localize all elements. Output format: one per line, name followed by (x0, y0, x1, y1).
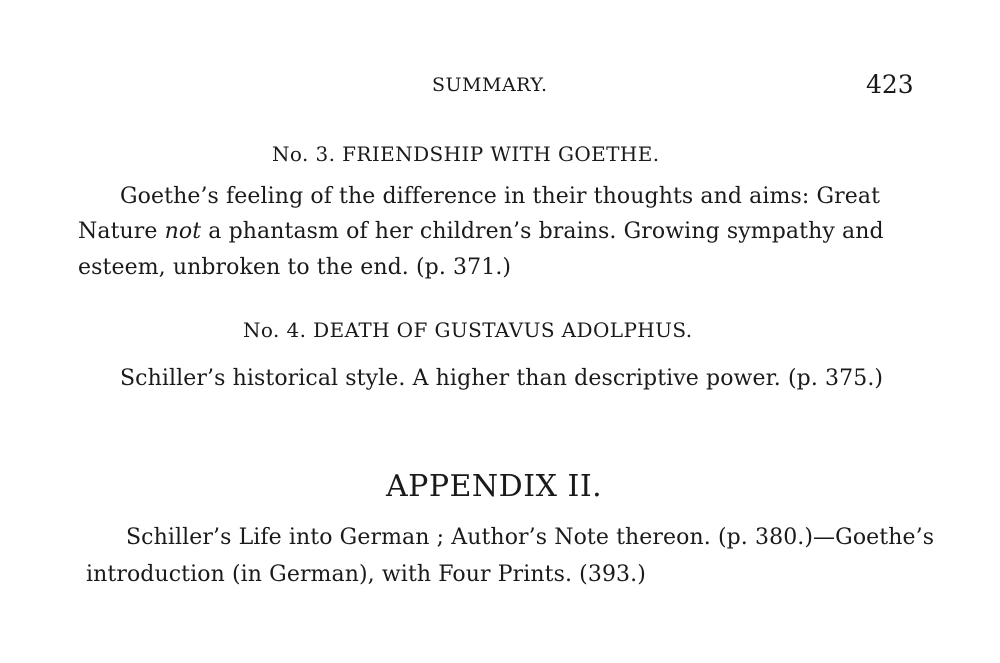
running-head: SUMMARY. (432, 74, 548, 96)
section-3-line-2 (78, 219, 884, 244)
page-number: 423 (866, 70, 914, 99)
section-3-line-2-end: a phantasm of her children’s brains. Growing sympathy and (201, 219, 884, 244)
section-3-line-3: esteem, unbroken to the end. (p. 371.) (78, 255, 512, 280)
section-3-title: No. 3. FRIENDSHIP WITH GOETHE. (272, 142, 660, 166)
appendix-line-1: Schiller’s Life into German ; Author’s Note thereon. (p. 380.)—Goethe’s (126, 525, 935, 550)
section-3-line-1: Goethe’s feeling of the difference in their thoughts and aims: Great (120, 184, 881, 209)
section-3-line-2-start: Nature (78, 219, 165, 244)
section-4-title: No. 4. DEATH OF GUSTAVUS ADOLPHUS. (243, 318, 693, 342)
appendix-line-2: introduction (in German), with Four Prints. (393.) (86, 562, 646, 587)
emphasis-not: not (164, 219, 202, 244)
appendix-title: APPENDIX II. (386, 469, 603, 504)
section-4-line-1: Schiller’s historical style. A higher than descriptive power. (p. 375.) (120, 366, 884, 391)
